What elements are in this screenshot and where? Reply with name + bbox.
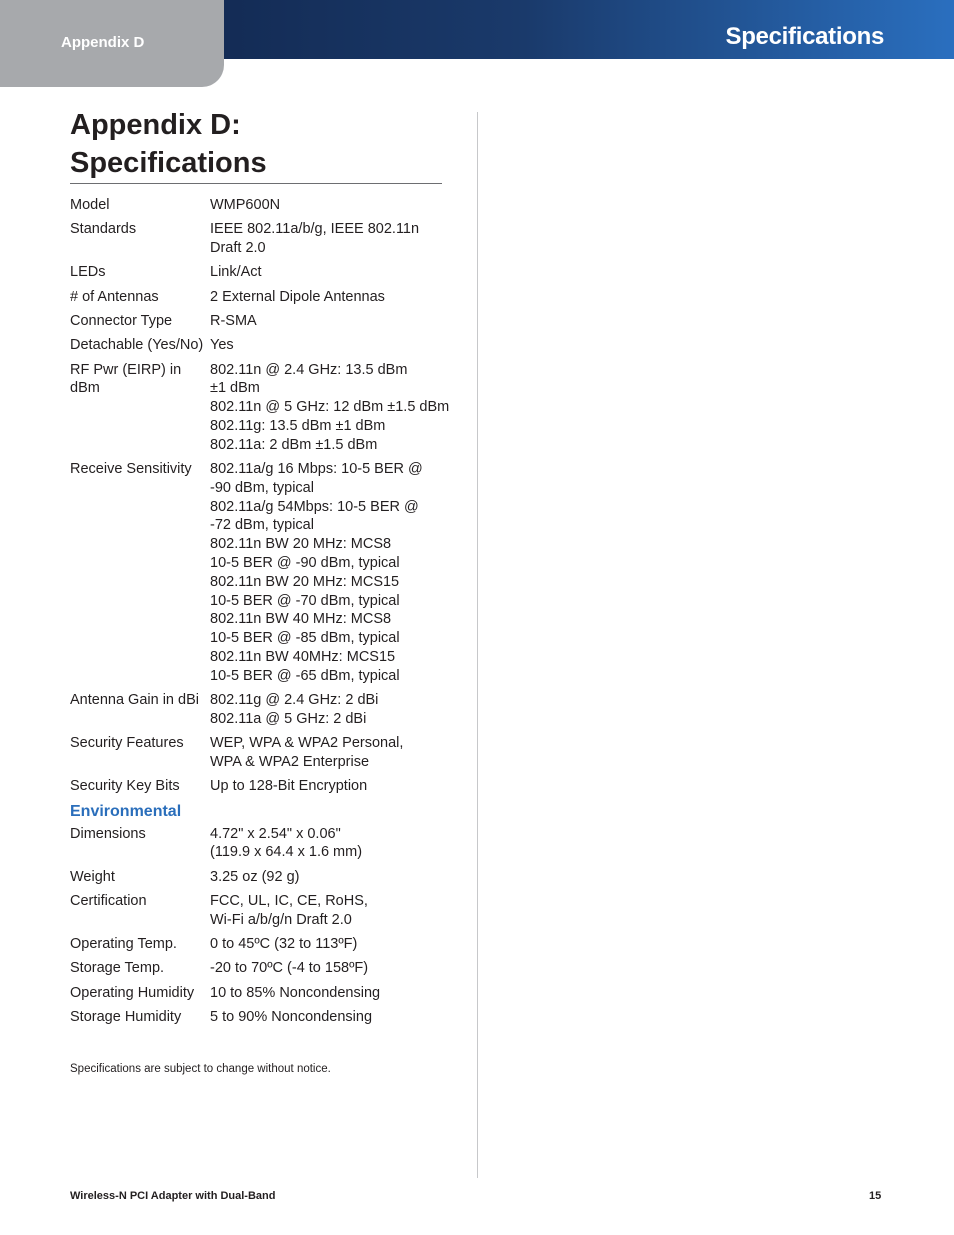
spec-value bbox=[210, 935, 450, 954]
spec-value-line: -72 dBm, typical bbox=[210, 517, 314, 534]
spec-value bbox=[210, 220, 450, 258]
spec-value-line: 10-5 BER @ -70 dBm, typical bbox=[210, 592, 400, 609]
spec-value-line: 802.11n @ 2.4 GHz: 13.5 dBm bbox=[210, 361, 408, 378]
page-title-line: Specifications bbox=[70, 147, 267, 179]
spec-value-line: WEP, WPA & WPA2 Personal, bbox=[210, 735, 404, 752]
spec-value bbox=[210, 892, 450, 930]
spec-value bbox=[210, 288, 450, 307]
spec-value-line: 3.25 oz (92 g) bbox=[210, 868, 300, 885]
spec-row bbox=[70, 220, 450, 258]
spec-label: LEDs bbox=[70, 264, 106, 281]
spec-label: Standards bbox=[70, 221, 137, 238]
spec-value-line: -90 dBm, typical bbox=[210, 479, 314, 496]
spec-value-line: Yes bbox=[210, 337, 234, 354]
spec-value-line: 802.11n @ 5 GHz: 12 dBm ±1.5 dBm bbox=[210, 399, 450, 416]
spec-value-line: 802.11g @ 2.4 GHz: 2 dBi bbox=[210, 692, 379, 709]
spec-value bbox=[210, 460, 450, 686]
spec-row bbox=[70, 825, 450, 863]
spec-row bbox=[70, 460, 450, 686]
spec-label: RF Pwr (EIRP) in dBm bbox=[70, 361, 182, 397]
section-tab bbox=[0, 0, 224, 87]
spec-value bbox=[210, 825, 450, 863]
spec-table bbox=[70, 196, 450, 1032]
spec-value-line: 2 External Dipole Antennas bbox=[210, 288, 385, 305]
spec-value bbox=[210, 868, 450, 887]
spec-value-line: -20 to 70ºC (-4 to 158ºF) bbox=[210, 960, 369, 977]
spec-value-line: 802.11n BW 20 MHz: MCS8 bbox=[210, 536, 392, 553]
spec-label: Storage Humidity bbox=[70, 1008, 182, 1025]
spec-value-line: 10-5 BER @ -65 dBm, typical bbox=[210, 667, 400, 684]
section-tab-label: Appendix D bbox=[61, 34, 145, 51]
spec-row bbox=[70, 984, 450, 1003]
spec-row bbox=[70, 336, 450, 355]
spec-row bbox=[70, 312, 450, 331]
spec-value-line: 802.11n BW 40 MHz: MCS8 bbox=[210, 611, 392, 628]
header-title: Specifications bbox=[725, 23, 884, 50]
spec-value-line: 5 to 90% Noncondensing bbox=[210, 1008, 373, 1025]
environmental-heading: Environmental bbox=[70, 802, 182, 820]
spec-label: Antenna Gain in dBi bbox=[70, 692, 199, 709]
spec-row bbox=[70, 288, 450, 307]
spec-value-line: 802.11n BW 40MHz: MCS15 bbox=[210, 649, 396, 666]
spec-value bbox=[210, 312, 450, 331]
spec-value bbox=[210, 361, 450, 455]
spec-value bbox=[210, 336, 450, 355]
spec-label: Certification bbox=[70, 893, 147, 909]
spec-row bbox=[70, 868, 450, 887]
spec-row bbox=[70, 935, 450, 954]
spec-row bbox=[70, 1008, 450, 1027]
spec-value-line: 802.11a: 2 dBm ±1.5 dBm bbox=[210, 436, 378, 453]
spec-label: Detachable (Yes/No) bbox=[70, 337, 204, 354]
spec-value bbox=[210, 691, 450, 729]
spec-label: Connector Type bbox=[70, 312, 173, 329]
spec-value-line: 802.11g: 13.5 dBm ±1 dBm bbox=[210, 417, 386, 434]
spec-rows bbox=[70, 196, 450, 796]
spec-row bbox=[70, 777, 450, 796]
spec-row bbox=[70, 892, 450, 930]
spec-label: Operating Humidity bbox=[70, 984, 195, 1001]
spec-row bbox=[70, 196, 450, 215]
spec-value-line: WMP600N bbox=[210, 197, 281, 213]
spec-value bbox=[210, 196, 450, 215]
spec-value-line: 802.11a @ 5 GHz: 2 dBi bbox=[210, 710, 367, 727]
spec-row bbox=[70, 691, 450, 729]
page-title bbox=[70, 106, 442, 184]
spec-value-line: IEEE 802.11a/b/g, IEEE 802.11n bbox=[210, 221, 420, 238]
spec-value-line: 10 to 85% Noncondensing bbox=[210, 984, 381, 1001]
spec-value-line: 802.11a/g 54Mbps: 10-5 BER @ bbox=[210, 498, 419, 515]
spec-value-line: 10-5 BER @ -85 dBm, typical bbox=[210, 630, 400, 647]
spec-label: Weight bbox=[70, 868, 115, 885]
spec-value bbox=[210, 959, 450, 978]
spec-label: Model bbox=[70, 197, 110, 213]
spec-value-line: ±1 dBm bbox=[210, 380, 260, 397]
spec-value-line: Up to 128-Bit Encryption bbox=[210, 778, 368, 795]
page-title-line: Appendix D: bbox=[70, 109, 241, 141]
spec-value-line: (119.9 x 64.4 x 1.6 mm) bbox=[210, 844, 363, 861]
spec-value-line: 0 to 45ºC (32 to 113ºF) bbox=[210, 936, 358, 953]
spec-value-line: Wi-Fi a/b/g/n Draft 2.0 bbox=[210, 911, 352, 928]
spec-label: Storage Temp. bbox=[70, 960, 165, 977]
environmental-rows bbox=[70, 825, 450, 1027]
spec-row bbox=[70, 734, 450, 772]
spec-row bbox=[70, 263, 450, 282]
spec-value bbox=[210, 777, 450, 796]
spec-value-line: 802.11n BW 20 MHz: MCS15 bbox=[210, 573, 400, 590]
spec-value bbox=[210, 984, 450, 1003]
spec-value bbox=[210, 263, 450, 282]
spec-value-line: 10-5 BER @ -90 dBm, typical bbox=[210, 555, 400, 572]
spec-value-line: 4.72" x 2.54" x 0.06" bbox=[210, 825, 341, 842]
spec-value-line: Draft 2.0 bbox=[210, 240, 266, 257]
spec-value-line: 802.11a/g 16 Mbps: 10-5 BER @ bbox=[210, 461, 423, 478]
spec-label: Operating Temp. bbox=[70, 936, 177, 953]
column-divider bbox=[477, 112, 478, 1178]
disclaimer-note: Specifications are subject to change without notice. bbox=[70, 1063, 331, 1075]
spec-value-line: WPA & WPA2 Enterprise bbox=[210, 754, 370, 771]
footer-product-name: Wireless-N PCI Adapter with Dual-Band bbox=[70, 1190, 276, 1202]
spec-value bbox=[210, 1008, 450, 1027]
spec-value-line: Link/Act bbox=[210, 264, 262, 281]
spec-label: Security Features bbox=[70, 735, 184, 752]
spec-value-line: R-SMA bbox=[210, 312, 257, 329]
spec-value bbox=[210, 734, 450, 772]
spec-row bbox=[70, 361, 450, 455]
spec-label: Dimensions bbox=[70, 825, 146, 842]
spec-label: # of Antennas bbox=[70, 288, 159, 305]
page-number: 15 bbox=[869, 1190, 882, 1202]
spec-row bbox=[70, 959, 450, 978]
spec-value-line: FCC, UL, IC, CE, RoHS, bbox=[210, 893, 368, 909]
spec-label: Receive Sensitivity bbox=[70, 461, 192, 478]
spec-label: Security Key Bits bbox=[70, 778, 180, 795]
